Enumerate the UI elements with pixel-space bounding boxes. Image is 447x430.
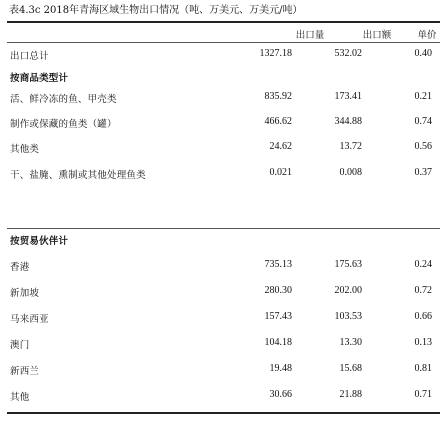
unit-price-cell: 0.56 xyxy=(414,141,432,152)
section-row xyxy=(0,70,447,86)
quantity-cell: 24.62 xyxy=(269,141,292,152)
value-cell: 103.53 xyxy=(334,311,362,322)
unit-price-cell: 0.21 xyxy=(414,91,432,102)
unit-price-cell: 0.72 xyxy=(414,285,432,296)
total-row xyxy=(0,48,447,64)
table-row xyxy=(0,116,447,132)
table-row xyxy=(0,363,447,379)
quantity-cell: 280.30 xyxy=(264,285,292,296)
row-label: 新西兰 xyxy=(10,366,40,377)
value-cell: 15.68 xyxy=(339,363,362,374)
quantity-cell: 735.13 xyxy=(264,259,292,270)
row-label: 新加坡 xyxy=(10,288,40,299)
row-label: 马来西亚 xyxy=(10,314,49,325)
top-rule xyxy=(7,21,440,23)
value-cell: 344.88 xyxy=(334,116,362,127)
value-cell: 21.88 xyxy=(339,389,362,400)
table-row xyxy=(0,285,447,301)
value-cell: 13.30 xyxy=(339,337,362,348)
row-label: 按贸易伙伴计 xyxy=(10,236,69,247)
row-label: 澳门 xyxy=(10,340,30,351)
quantity-cell: 835.92 xyxy=(264,91,292,102)
row-label: 出口总计 xyxy=(10,51,49,62)
quantity-cell: 30.66 xyxy=(269,389,292,400)
quantity-cell: 1327.18 xyxy=(259,48,292,59)
row-label: 活、鲜冷冻的鱼、甲壳类 xyxy=(10,94,117,105)
table-row xyxy=(0,91,447,107)
row-label: 干、盐腌、熏制或其他处理鱼类 xyxy=(10,170,146,181)
row-label: 其他类 xyxy=(10,144,40,155)
value-cell: 13.72 xyxy=(339,141,362,152)
quantity-cell: 0.021 xyxy=(269,167,292,178)
quantity-cell: 466.62 xyxy=(264,116,292,127)
value-cell: 175.63 xyxy=(334,259,362,270)
column-header-quantity: 出口量 xyxy=(295,30,325,41)
unit-price-cell: 0.24 xyxy=(414,259,432,270)
value-cell: 0.008 xyxy=(339,167,362,178)
table-row xyxy=(0,167,447,183)
unit-price-cell: 0.13 xyxy=(414,337,432,348)
table-row xyxy=(0,337,447,353)
column-header-value: 出口额 xyxy=(362,30,392,41)
unit-price-cell: 0.74 xyxy=(414,116,432,127)
value-cell: 202.00 xyxy=(334,285,362,296)
quantity-cell: 19.48 xyxy=(269,363,292,374)
table-row xyxy=(0,389,447,405)
value-cell: 173.41 xyxy=(334,91,362,102)
value-cell: 532.02 xyxy=(334,48,362,59)
unit-price-cell: 0.66 xyxy=(414,311,432,322)
unit-price-cell: 0.81 xyxy=(414,363,432,374)
row-label: 香港 xyxy=(10,262,30,273)
row-label: 制作或保藏的鱼类（罐） xyxy=(10,119,117,130)
table-caption: 表4.3c 2018年青海区域生物出口情况（吨、万美元、万美元/吨） xyxy=(9,5,303,16)
section-row xyxy=(0,233,447,249)
quantity-cell: 157.43 xyxy=(264,311,292,322)
table-row xyxy=(0,141,447,157)
row-label: 按商品类型计 xyxy=(10,73,69,84)
header-rule xyxy=(7,42,440,43)
quantity-cell: 104.18 xyxy=(264,337,292,348)
unit-price-cell: 0.40 xyxy=(414,48,432,59)
table-row xyxy=(0,311,447,327)
bottom-rule xyxy=(7,412,440,414)
unit-price-cell: 0.71 xyxy=(414,389,432,400)
section-rule-1 xyxy=(7,228,440,229)
row-label: 其他 xyxy=(10,392,30,403)
unit-price-cell: 0.37 xyxy=(414,167,432,178)
column-header-unit-price: 单价 xyxy=(417,30,437,41)
table-row xyxy=(0,259,447,275)
